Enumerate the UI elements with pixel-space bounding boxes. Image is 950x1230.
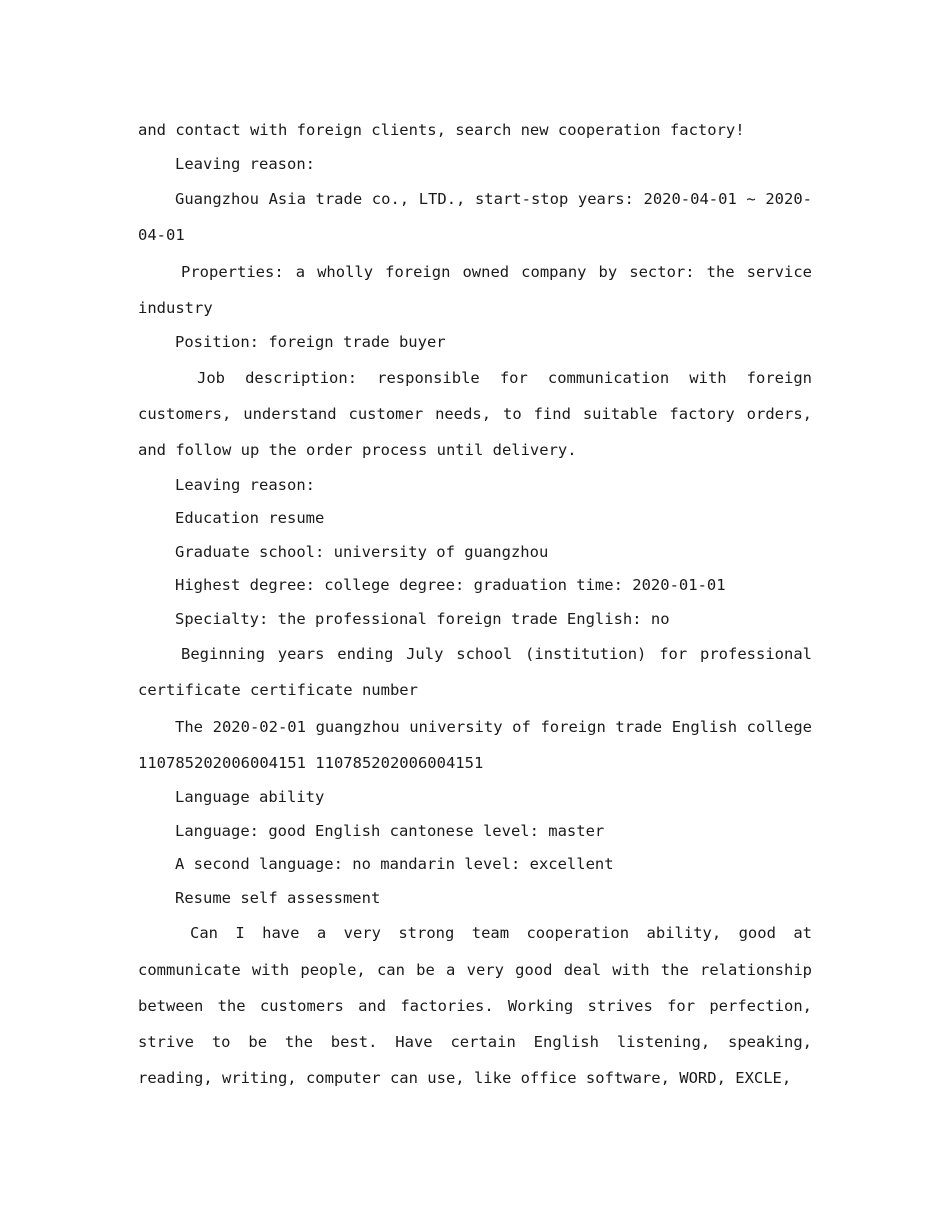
document-page — [138, 114, 812, 1097]
paragraph: Properties: a wholly foreign owned company by sector: the service industry — [138, 262, 812, 317]
paragraph: Language: good English cantonese level: master — [175, 821, 605, 840]
paragraph: Can I have a very strong team cooperation ability, good at communicate with people, can be a very good deal with the relationship between the customers and factories. Working strives for perfection, strive to be the best. Have certain English listening, speaking, reading, writing, computer can use, like office software, WORD, EXCLE, — [138, 924, 812, 1088]
section-heading: Language ability — [175, 788, 325, 807]
paragraph: The 2020-02-01 guangzhou university of foreign trade English college 110785202006004151 110785202006004151 — [138, 717, 812, 772]
paragraph: Position: foreign trade buyer — [175, 333, 446, 352]
paragraph: and contact with foreign clients, search new cooperation factory! — [138, 121, 745, 139]
paragraph: Highest degree: college degree: graduation time: 2020-01-01 — [175, 576, 726, 595]
section-heading: Resume self assessment — [175, 888, 381, 907]
paragraph: A second language: no mandarin level: excellent — [175, 855, 614, 874]
paragraph: Leaving reason: — [175, 475, 315, 494]
section-heading: Education resume — [175, 509, 325, 528]
paragraph: Graduate school: university of guangzhou — [175, 542, 549, 561]
paragraph: Beginning years ending July school (institution) for professional certificate certificate number — [138, 645, 812, 700]
paragraph: Job description: responsible for communication with foreign customers, understand customer needs, to find suitable factory orders, and follow up the order process until delivery. — [138, 368, 812, 460]
paragraph: Specialty: the professional foreign trade English: no — [175, 609, 670, 628]
paragraph: Guangzhou Asia trade co., LTD., start-stop years: 2020-04-01 ~ 2020-04-01 — [138, 190, 812, 245]
paragraph: Leaving reason: — [175, 154, 315, 173]
